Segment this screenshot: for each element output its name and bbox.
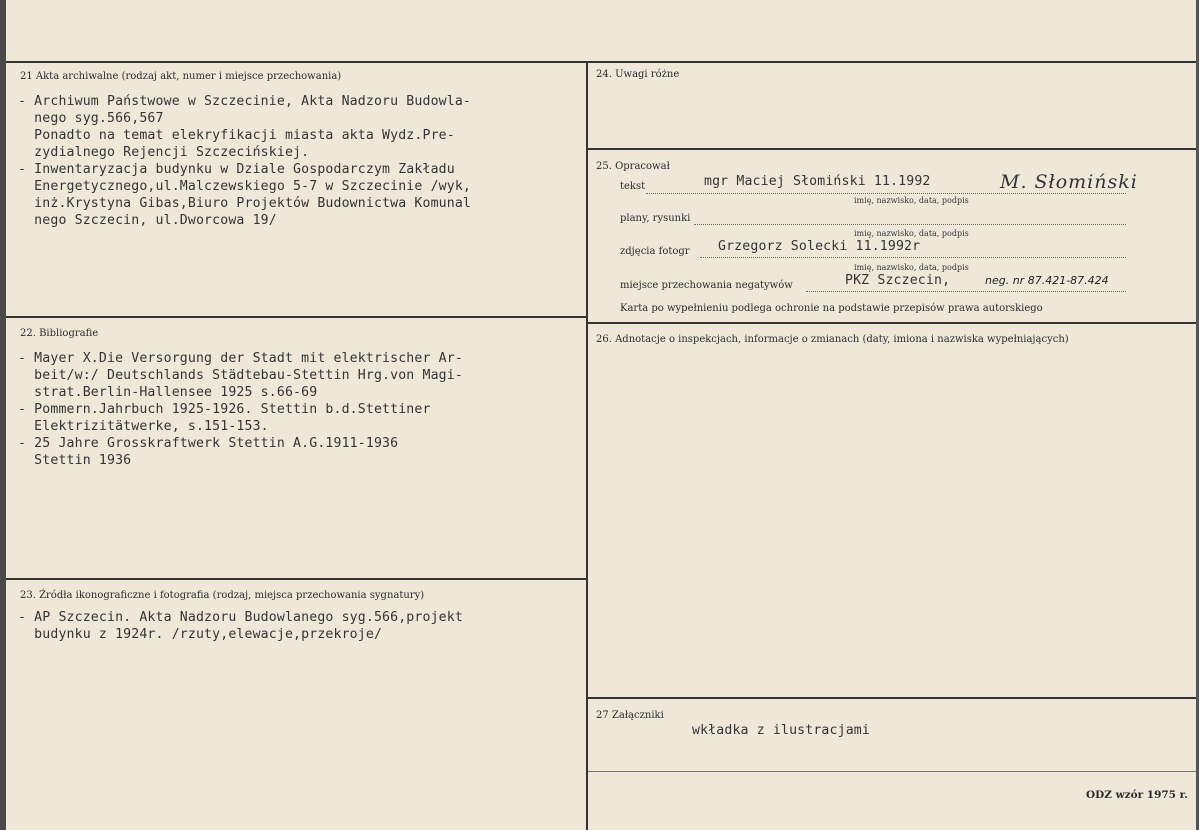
text-line: strat.Berlin-Hallensee 1925 s.66-69 [18, 385, 318, 400]
miejsce-dotted-line [806, 291, 1126, 292]
miejsce-value: PKZ Szczecin, [845, 273, 951, 288]
top-rule [6, 61, 1196, 63]
section-22-label: 22. Bibliografie [20, 328, 99, 339]
caption-plany: imię, nazwisko, data, podpis [854, 229, 969, 238]
text-line: - 25 Jahre Grosskraftwerk Stettin A.G.1911-1936 [18, 436, 399, 451]
zdjecia-dotted-line [700, 257, 1126, 258]
center-divider [586, 61, 588, 830]
miejsce-label: miejsce przechowania negatywów [620, 280, 793, 291]
caption-zdjecia: imię, nazwisko, data, podpis [854, 263, 969, 272]
text-line: budynku z 1924r. /rzuty,elewacje,przekroje/ [18, 627, 383, 642]
rule-25-26 [588, 322, 1196, 324]
zdjecia-value: Grzegorz Solecki 11.1992r [718, 239, 921, 254]
text-line: Ponadto na temat elekryfikacji miasta akta Wydz.Pre- [18, 128, 455, 143]
text-line: inż.Krystyna Gibas,Biuro Projektów Budownictwa Komunal [18, 196, 472, 211]
section-25-label: 25. Opracował [596, 161, 670, 172]
plany-label: plany, rysunki [620, 213, 691, 224]
section-21-label: 21 Akta archiwalne (rodzaj akt, numer i miejsce przechowania) [20, 71, 342, 82]
rule-27-bottom [588, 771, 1196, 772]
rule-21-22 [6, 316, 588, 318]
text-line: - Inwentaryzacja budynku w Dziale Gospodarczym Zakładu [18, 162, 455, 177]
negative-numbers: neg. nr 87.421-87.424 [985, 274, 1109, 287]
section-23-label: 23. Źródła ikonograficzne i fotografia (rodzaj, miejsca przechowania sygnatury) [20, 590, 425, 601]
author-signature: M. Słomiński [1000, 171, 1138, 193]
card-edge-left [0, 0, 6, 830]
plany-dotted-line [694, 224, 1126, 225]
text-line: beit/w:/ Deutschlands Städtebau-Stettin Hrg.von Magi- [18, 368, 463, 383]
form-number: ODZ wzór 1975 r. [1086, 789, 1188, 801]
text-line: - Archiwum Państwowe w Szczecinie, Akta Nadzoru Budowla- [18, 94, 472, 109]
rule-22-23 [6, 578, 588, 580]
text-line: - Pommern.Jahrbuch 1925-1926. Stettin b.d.Stettiner [18, 402, 431, 417]
text-line: nego Szczecin, ul.Dworcowa 19/ [18, 213, 277, 228]
section-26-label: 26. Adnotacje o inspekcjach, informacje o zmianach (daty, imiona i nazwiska wypełniających) [596, 334, 1069, 345]
tekst-value: mgr Maciej Słomiński 11.1992 [704, 174, 931, 189]
text-line: zydialnego Rejencji Szczecińskiej. [18, 145, 310, 160]
text-line: Energetycznego,ul.Malczewskiego 5-7 w Szczecinie /wyk, [18, 179, 472, 194]
text-line: - AP Szczecin. Akta Nadzoru Budowlanego syg.566,projekt [18, 610, 463, 625]
zdjecia-label: zdjęcia fotogr [620, 246, 690, 257]
text-line: Elektrizitätwerke, s.151-153. [18, 419, 269, 434]
section-24-label: 24. Uwagi różne [596, 69, 680, 80]
attachments-value: wkładka z ilustracjami [692, 723, 870, 738]
tekst-dotted-line [646, 193, 1126, 194]
text-line: - Mayer X.Die Versorgung der Stadt mit elektrischer Ar- [18, 351, 463, 366]
text-line: nego syg.566,567 [18, 111, 164, 126]
copyright-note: Karta po wypełnieniu podlega ochronie na podstawie przepisów prawa autorskiego [620, 303, 1043, 314]
rule-24-25 [588, 148, 1196, 150]
rule-26-27 [588, 697, 1196, 699]
caption-tekst: imię, nazwisko, data, podpis [854, 196, 969, 205]
tekst-label: tekst [620, 181, 646, 192]
section-27-label: 27 Załączniki [596, 710, 664, 721]
text-line: Stettin 1936 [18, 453, 132, 468]
